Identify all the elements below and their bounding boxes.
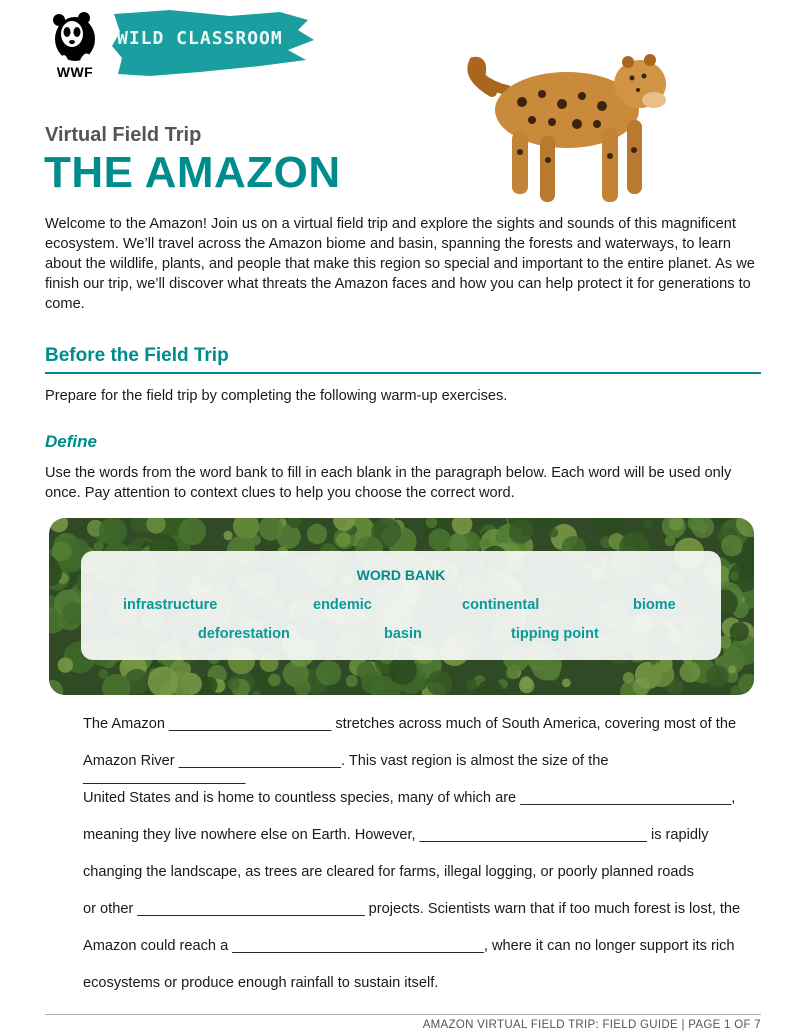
- fill-in-line: or other ____________________________ projects. Scientists warn that if too much forest is lost, the: [83, 901, 741, 917]
- fill-in-line: Amazon could reach a _______________________________, where it can no longer support its rich: [83, 938, 735, 954]
- word-bank-item: basin: [384, 626, 422, 642]
- jaguar-image: [462, 32, 684, 210]
- prep-text: Prepare for the field trip by completing the following warm-up exercises.: [45, 388, 508, 404]
- define-instructions: Use the words from the word bank to fill in each blank in the paragraph below. Each word will be used only once. Pay attention to context clues to help you choose the correct word.: [45, 465, 732, 501]
- word-bank-item: endemic: [313, 597, 372, 613]
- define-heading: Define: [45, 432, 97, 451]
- fill-in-line: United States and is home to countless species, many of which are __________________________,: [83, 790, 736, 806]
- fill-in-line: ecosystems or produce enough rainfall to sustain itself.: [83, 975, 439, 991]
- section-heading: Before the Field Trip: [45, 345, 229, 366]
- section-divider: [45, 372, 761, 374]
- page-footer: AMAZON VIRTUAL FIELD TRIP: FIELD GUIDE | PAGE 1 OF 7: [422, 1019, 761, 1031]
- word-bank-item: continental: [462, 597, 540, 613]
- program-name: WILD CLASSROOM: [117, 28, 283, 49]
- intro-paragraph: Welcome to the Amazon! Join us on a virtual field trip and explore the sights and sounds of this magnificent ecosystem. We’ll travel across the Amazon biome and basin, spanning the forests and waterways, to learn about the wildlife, plants, and people that make this region so special and important to the entire planet. As we finish our trip, we’ll discover what threats the Amazon faces and how you can help protect it for generations to come.: [45, 216, 755, 312]
- fill-in-line: The Amazon ____________________ stretches across much of South America, covering most of the: [83, 716, 737, 732]
- fill-in-line: Amazon River ____________________. This vast region is almost the size of the ____________________: [83, 753, 609, 785]
- footer-divider: [45, 1014, 761, 1015]
- word-bank-item: biome: [633, 597, 676, 613]
- fill-in-line: meaning they live nowhere else on Earth. However, ____________________________ is rapidly: [83, 827, 709, 843]
- page-subtitle: Virtual Field Trip: [45, 124, 202, 146]
- word-bank-item: tipping point: [511, 626, 599, 642]
- fill-in-line: changing the landscape, as trees are cleared for farms, illegal logging, or poorly planned roads: [83, 864, 694, 880]
- word-bank: [81, 551, 721, 660]
- logo-text: WWF: [56, 64, 94, 80]
- word-bank-item: deforestation: [198, 626, 290, 642]
- word-bank-item: infrastructure: [123, 597, 218, 613]
- wwf-logo: [50, 12, 100, 82]
- word-bank-title: WORD BANK: [356, 567, 446, 583]
- page-title: THE AMAZON: [44, 148, 341, 197]
- panda-icon: [50, 12, 100, 64]
